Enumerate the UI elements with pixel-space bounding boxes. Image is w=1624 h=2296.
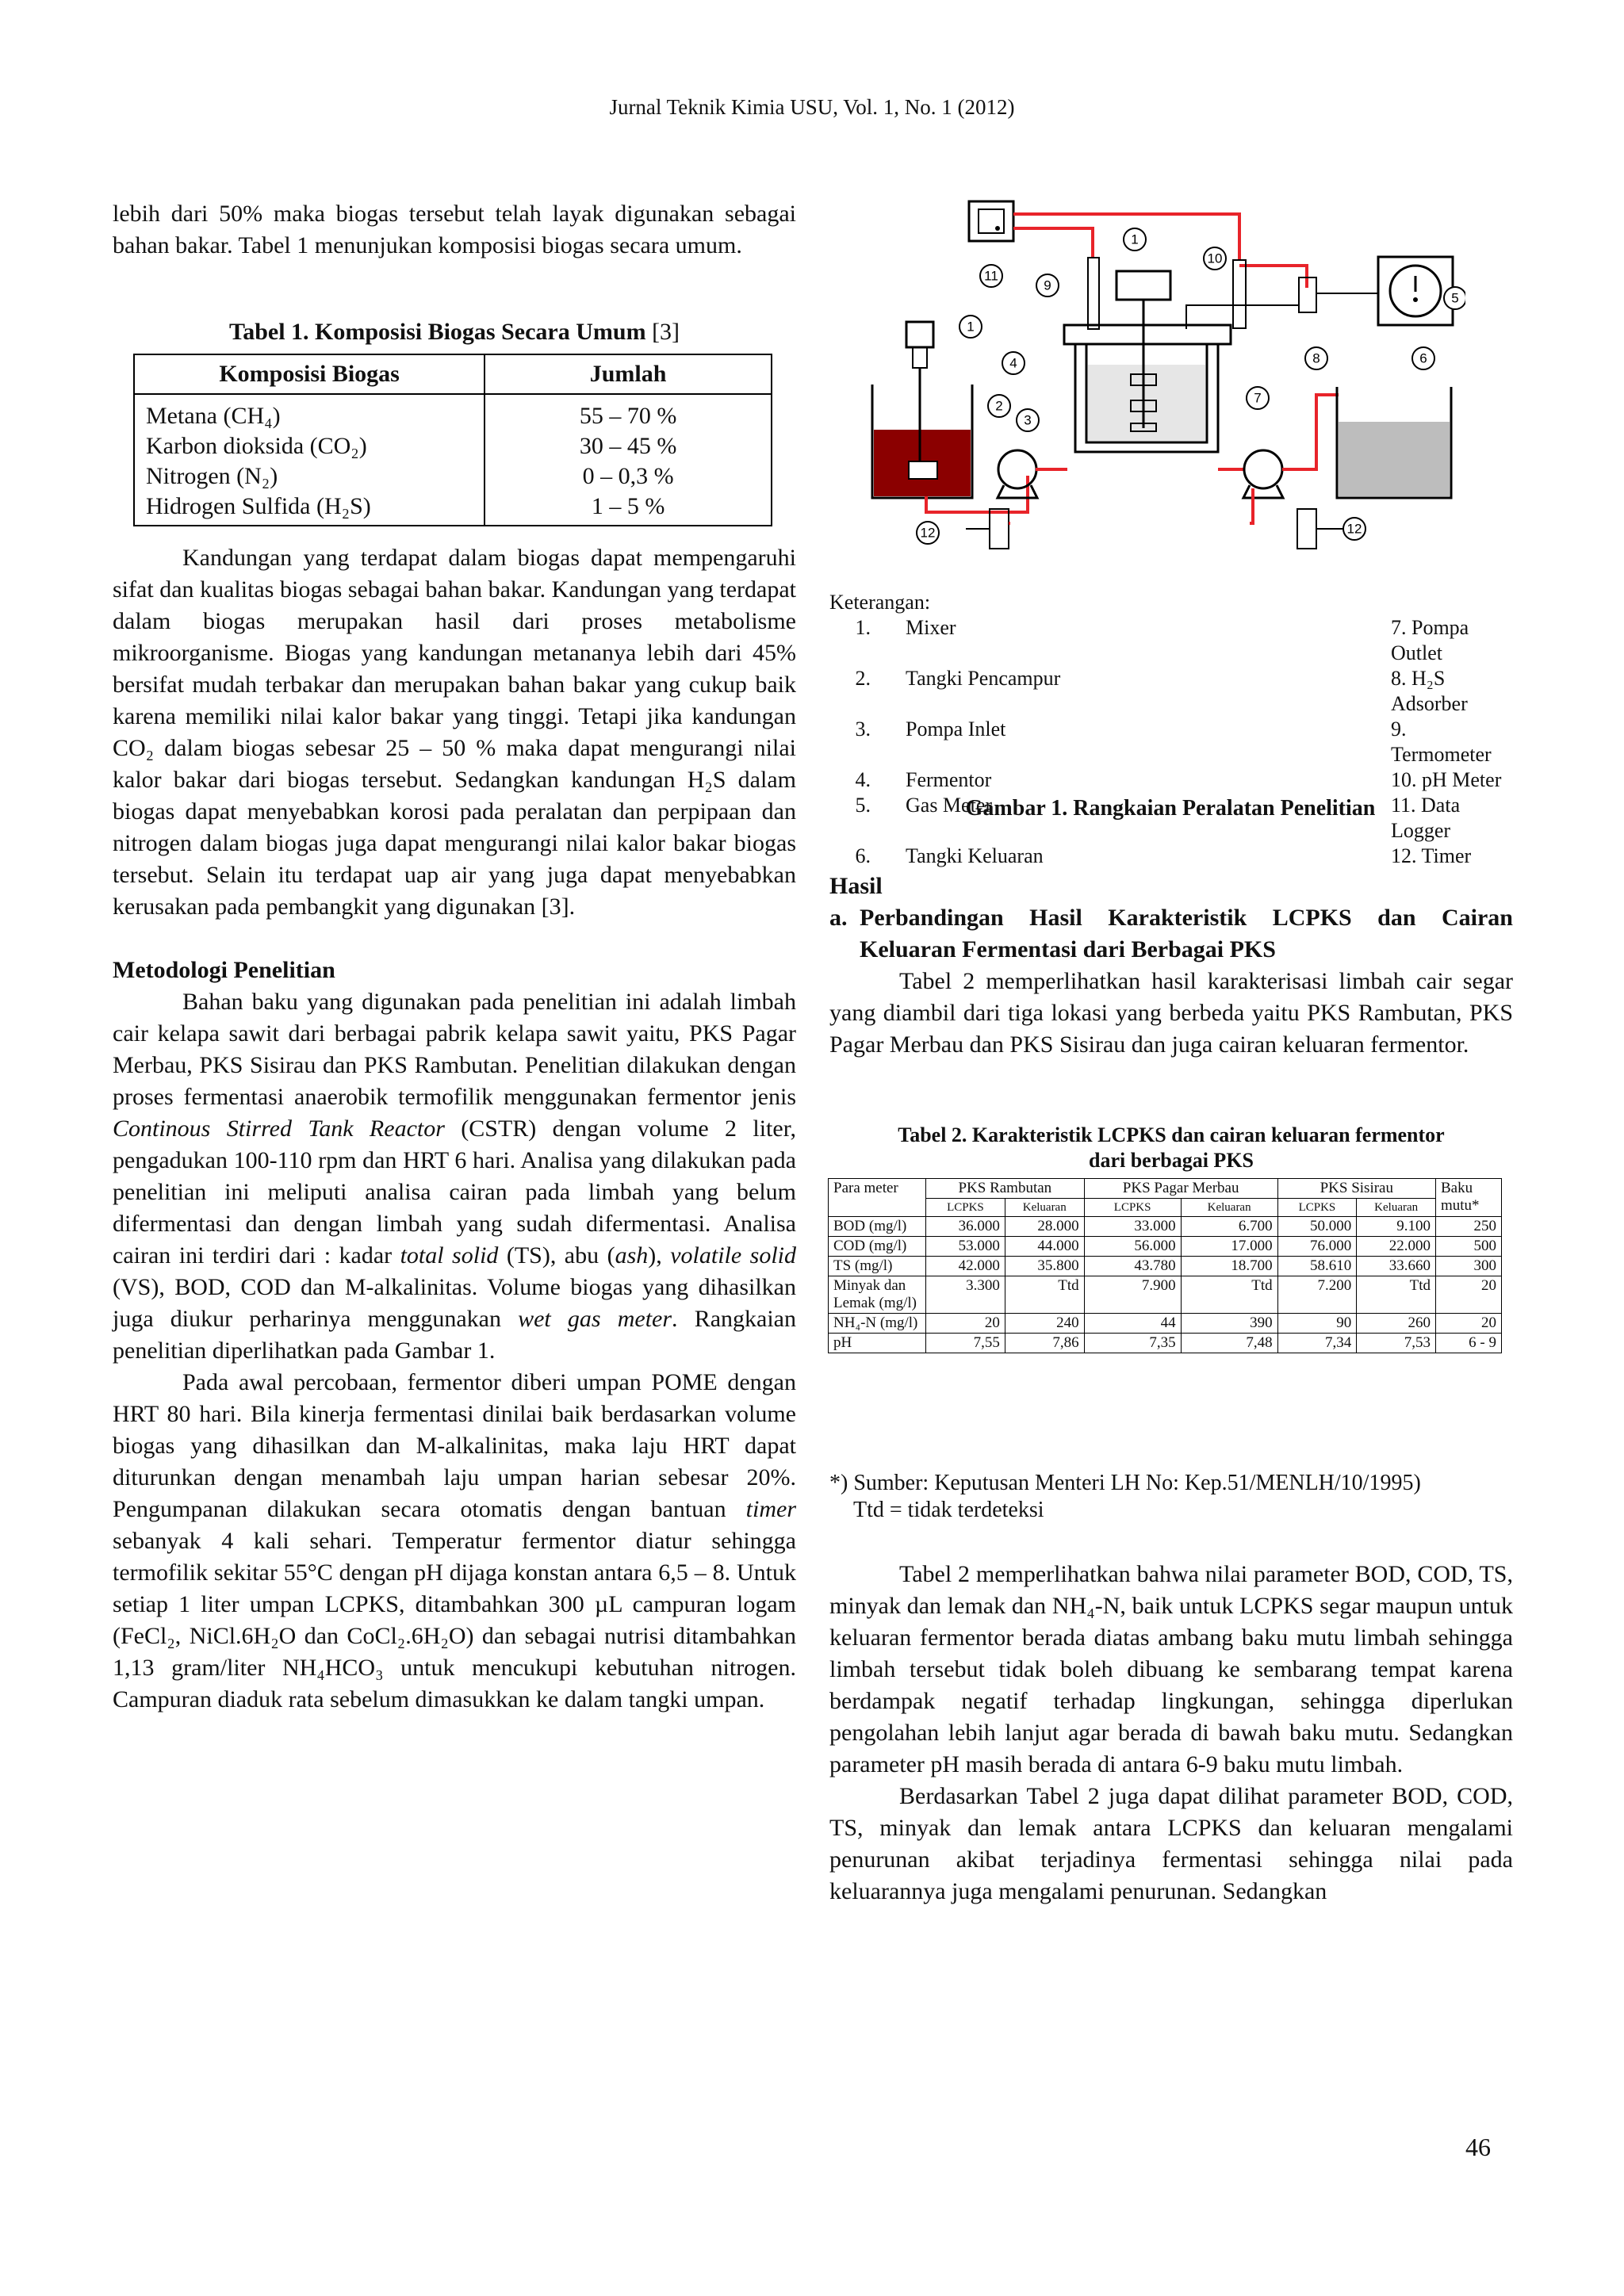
table1-header: Jumlah — [485, 354, 772, 394]
svg-text:9: 9 — [1044, 277, 1051, 293]
table1-caption-ref: [3] — [645, 319, 680, 345]
table2-header-param: Para meter — [829, 1179, 926, 1217]
table2-subheader: LCPKS — [926, 1199, 1005, 1217]
equipment-diagram — [831, 190, 1465, 563]
svg-text:1: 1 — [967, 319, 975, 335]
table2-header-group: PKS Rambutan — [926, 1179, 1085, 1199]
timer-icon — [1297, 509, 1346, 549]
running-header: Jurnal Teknik Kimia USU, Vol. 1, No. 1 (2012) — [609, 95, 1015, 119]
table1-biogas-composition — [133, 354, 772, 526]
callout-6 — [1412, 347, 1434, 369]
method-paragraph-2: Pada awal percobaan, fermentor diberi umpan POME dengan HRT 80 hari. Bila kinerja fermentasi dinilai baik berdasarkan volume biogas yang dihasilkan dan M-alkalinitas, maka laju HRT dapat diturunkan dengan menambah laju umpan harian sebesar 20%. Pengumpanan dilakukan secara otomatis dengan bantuan timer sebanyak 4 kali sehari. Temperatur fermentor diatur sehingga termofilik sekitar 55°C dengan pH dijaga konstan antara 6,5 – 8. Untuk setiap 1 liter umpan LCPKS, ditambahkan 300 µL campuran logam (FeCl₂, NiCl.6H₂O dan CoCl₂.6H₂O) dan sebagai nutrisi ditambahkan 1,13 gram/liter NH₄HCO₃ untuk mencukupi kebutuhan nitrogen. Campuran diaduk rata sebelum dimasukkan ke dalam tangki umpan. — [113, 1369, 796, 1712]
feed-tank-icon — [872, 385, 972, 498]
intro-paragraph: lebih dari 50% maka biogas tersebut telah layak digunakan sebagai bahan bakar. Tabel 1 menunjukan komposisi biogas secara umum. — [113, 201, 796, 258]
table2-header-group: PKS Pagar Merbau — [1084, 1179, 1277, 1199]
table2-subheader: LCPKS — [1084, 1199, 1181, 1217]
figure-legend: Keterangan: 1. Mixer 7. Pompa Outlet 2. Tangki Pencampur 8. H₂S Adsorber 3. Pompa Inlet 9. Termometer 4. Fermentor 10. pH Meter 5. Gas Meter 11. Data Logger 6. Tangki Keluaran 12. Timer — [829, 590, 1511, 869]
table1-cell: Metana (CH₄) — [134, 394, 485, 431]
right-discussion — [829, 1559, 1513, 1908]
callout-1b — [959, 316, 982, 338]
table2-row: Minyak dan Lemak (mg/l) 3.300 Ttd 7.900 Ttd 7.200 Ttd 20 — [829, 1276, 1502, 1314]
outlet-tank-icon — [1337, 387, 1451, 498]
svg-text:3: 3 — [1024, 412, 1032, 428]
results-paragraph-1: Tabel 2 memperlihatkan hasil karakterisasi limbah cair segar yang diambil dari tiga lokasi yang berbeda yaitu PKS Rambutan, PKS Pagar Merbau dan PKS Sisirau dan juga cairan keluaran fermentor. — [829, 968, 1513, 1058]
method-paragraph-1: Bahan baku yang digunakan pada penelitian ini adalah limbah cair kelapa sawit dari berbagai pabrik kelapa sawit yaitu, PKS Pagar Merbau, PKS Sisirau dan PKS Rambutan. Penelitian dilakukan dengan proses fermentasi anaerobik termofilik menggunakan fermentor jenis Continous Stirred Tank Reactor (CSTR) dengan volume 2 liter, pengadukan 100-110 rpm dan HRT 6 hari. Analisa yang dilakukan pada penelitian ini meliputi analisa cairan pada limbah yang belum difermentasi dan dengan limbah yang sudah difermentasi. Analisa cairan ini terdiri dari : kadar total solid (TS), abu (ash), volatile solid (VS), BOD, COD dan M-alkalinitas. Volume biogas yang dihasilkan juga diukur perharinya menggunakan wet gas meter. Rangkaian penelitian diperlihatkan pada Gambar 1. — [113, 989, 796, 1364]
left-intro — [113, 198, 796, 262]
table2-subheader: Keluaran — [1357, 1199, 1436, 1217]
svg-text:4: 4 — [1009, 355, 1017, 371]
table2-row: NH₄-N (mg/l) 20 240 44 390 90 260 20 — [829, 1314, 1502, 1334]
table2-row: COD (mg/l) 53.000 44.000 56.000 17.000 76.000 22.000 500 — [829, 1237, 1502, 1257]
callout-12 — [917, 522, 939, 544]
right-results — [829, 871, 1513, 1061]
table2-row: TS (mg/l) 42.000 35.800 43.780 18.700 58.610 33.660 300 — [829, 1257, 1502, 1276]
table2-note-source: *) Sumber: Keputusan Menteri LH No: Kep.51/MENLH/10/1995) — [829, 1471, 1421, 1495]
table2-caption: Tabel 2. Karakteristik LCPKS dan cairan keluaran fermentor dari berbagai PKS — [898, 1123, 1445, 1172]
table1-cell: Nitrogen (N₂) — [134, 461, 485, 492]
table2-row: BOD (mg/l) 36.000 28.000 33.000 6.700 50.000 9.100 250 — [829, 1217, 1502, 1237]
svg-text:12: 12 — [1346, 521, 1362, 537]
gas-meter-device-icon — [1378, 257, 1453, 325]
results-subheading: a. Perbandingan Hasil Karakteristik LCPKS dan Cairan Keluaran Fermentasi dari Berbagai PKS — [829, 905, 1513, 962]
table2-row: pH 7,55 7,86 7,35 7,48 7,34 7,53 6 - 9 — [829, 1334, 1502, 1353]
table2-subheader: LCPKS — [1277, 1199, 1357, 1217]
table1-header: Komposisi Biogas — [134, 354, 485, 394]
table1-cell: 55 – 70 % — [485, 394, 772, 431]
table1-cell: Karbon dioksida (CO₂) — [134, 431, 485, 461]
inlet-pump-icon — [998, 450, 1037, 498]
left-body — [113, 542, 796, 1716]
svg-text:2: 2 — [995, 398, 1003, 414]
callout-12b — [1343, 518, 1365, 540]
ph-meter-icon — [1233, 260, 1246, 328]
callout-8 — [1305, 347, 1327, 369]
callout-4 — [1002, 352, 1025, 374]
table2-header-baku: Baku mutu* — [1436, 1179, 1502, 1217]
table2-subheader: Keluaran — [1181, 1199, 1277, 1217]
callout-10 — [1204, 247, 1226, 270]
svg-text:10: 10 — [1207, 251, 1223, 266]
method-heading: Metodologi Penelitian — [113, 957, 335, 983]
outlet-pump-icon — [1243, 450, 1283, 498]
callout-7 — [1247, 387, 1269, 409]
discussion-paragraph-1: Tabel 2 memperlihatkan bahwa nilai parameter BOD, COD, TS, minyak dan lemak dan NH₄-N, baik untuk LCPKS segar maupun untuk keluaran fermentor berada diatas ambang baku mutu limbah sehingga limbah tersebut tidak boleh dibuang ke sembarang tempat karena berdampak negatif terhadap lingkungan, sehingga diperlukan pengolahan lebih lanjut agar berada di bawah baku mutu. Sedangkan parameter pH masih berada di antara 6-9 baku mutu limbah. — [829, 1561, 1513, 1777]
table2-note-ttd: Ttd = tidak terdeteksi — [853, 1498, 1044, 1522]
svg-text:7: 7 — [1254, 390, 1262, 406]
callout-1 — [1124, 228, 1146, 251]
table2-characteristics — [828, 1178, 1502, 1353]
fermentor-icon — [1064, 321, 1231, 452]
callout-11 — [980, 265, 1002, 287]
callout-3 — [1017, 409, 1039, 431]
data-logger-icon — [969, 201, 1013, 241]
table1-cell: 1 – 5 % — [485, 492, 772, 526]
results-heading: Hasil — [829, 873, 883, 899]
svg-text:11: 11 — [984, 268, 998, 284]
mixer-motor-icon — [1116, 271, 1170, 300]
discussion-paragraph-2: Berdasarkan Tabel 2 juga dapat dilihat parameter BOD, COD, TS, minyak dan lemak antara LCPKS dan keluaran mengalami penurunan akibat terjadinya fermentasi sehingga nilai pada keluarannya juga mengalami penurunan. Sedangkan — [829, 1783, 1513, 1904]
table1-caption — [113, 319, 796, 346]
callout-9 — [1036, 274, 1059, 297]
page-number: 46 — [1465, 2133, 1491, 2161]
table2-header-group: PKS Sisirau — [1277, 1179, 1435, 1199]
svg-text:1: 1 — [1131, 232, 1139, 247]
table1-cell: 0 – 0,3 % — [485, 461, 772, 492]
callout-5-label — [1444, 287, 1465, 309]
table1-cell: Hidrogen Sulfida (H₂S) — [134, 492, 485, 526]
biogas-paragraph: Kandungan yang terdapat dalam biogas dapat mempengaruhi sifat dan kualitas biogas sebagai bahan bakar. Kandungan yang terdapat dalam biogas merupakan hasil dari proses metabolisme mikroorganisme. Biogas yang kandungan metananya lebih dari 45% bersifat mudah terbakar dan merupakan bahan bakar yang cukup baik karena memiliki nilai kalor bakar yang tinggi. Tetapi jika kandungan CO₂ dalam biogas sebesar 25 – 50 % maka dapat mengurangi nilai kalor bakar dari biogas tersebut. Sedangkan kandungan H₂S dalam biogas dapat menyebabkan korosi pada peralatan dan perpipaan dan nitrogen dalam biogas juga dapat mengurangi nilai kalor bakar biogas tersebut. Selain itu terdapat uap air yang juga dapat menyebabkan kerusakan pada pembangkit yang digunakan [3]. — [113, 545, 796, 920]
table2-notes — [829, 1470, 1513, 1524]
table2-subheader: Keluaran — [1005, 1199, 1084, 1217]
svg-text:5: 5 — [1451, 290, 1459, 306]
svg-text:12: 12 — [920, 525, 936, 541]
thermometer-icon — [1088, 258, 1099, 329]
figure-caption: Gambar 1. Rangkaian Peralatan Penelitian — [965, 796, 1376, 821]
svg-text:6: 6 — [1419, 350, 1427, 366]
svg-text:8: 8 — [1312, 350, 1320, 366]
callout-2 — [988, 395, 1010, 417]
table1-cell: 30 – 45 % — [485, 431, 772, 461]
timer-icon — [966, 509, 1009, 549]
table1-caption-text: Tabel 1. Komposisi Biogas Secara Umum — [228, 319, 646, 345]
legend-title: Keterangan: — [829, 591, 931, 614]
